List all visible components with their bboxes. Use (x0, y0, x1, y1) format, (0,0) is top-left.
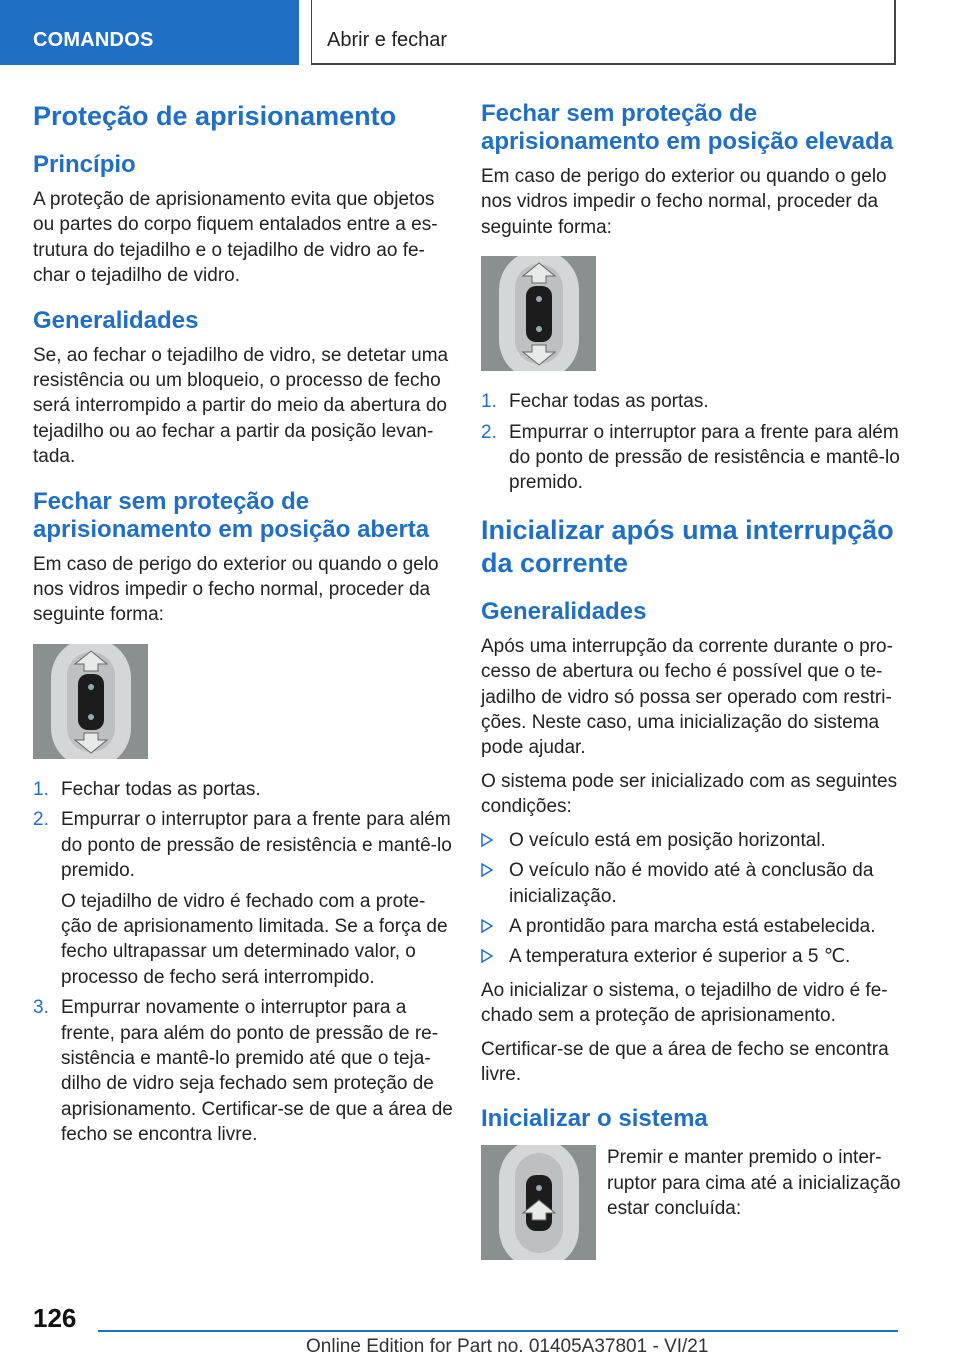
close-open-intro: Em caso de perigo do exterior ou quando o gelo nos vidros impedir o fecho normal, proceder da seguinte forma: (33, 553, 439, 626)
list-item: A prontidão para marcha está estabelecida. (481, 914, 901, 939)
init-general-text: Após uma interrupção da corrente durante o pro-cesso de abertura ou fecho é possível que o te-jadilho de vidro só possa ser operado com restri-ções. Neste caso, uma inicialização do sistema pode ajudar. (481, 635, 893, 759)
right-column (481, 100, 901, 1265)
arrow-down-icon (74, 732, 108, 754)
general-text: Se, ao fechar o tejadilho de vidro, se detetar uma resistência ou um bloqueio, o processo de fecho será interrompido a partir do meio da abertura do tejadilho ou ao fechar a partir da posição levan-tada. (33, 344, 449, 468)
section-tab (0, 0, 299, 65)
heading-general-right: Generalidades (481, 597, 647, 625)
after-text-2: Certificar-se de que a área de fecho se encontra livre. (481, 1038, 889, 1085)
heading-close-open: Fechar sem proteção de aprisionamento em posição aberta (33, 487, 430, 543)
conditions-intro: O sistema pode ser inicializado com as seguintes condições: (481, 770, 898, 818)
list-item: 1. Fechar todas as portas. (33, 778, 261, 800)
list-item: O tejadilho de vidro é fechado com a prote-ção de aprisionamento limitada. Se a força de fecho ultrapassar um determinado valor, o processo de fecho será interrompido. (61, 890, 448, 988)
arrow-up-icon (74, 650, 108, 672)
close-raised-intro: Em caso de perigo do exterior ou quando o gelo nos vidros impedir o fecho normal, proceder da seguinte forma: (481, 166, 887, 238)
list-item: O veículo não é movido até à conclusão da inicialização. (481, 858, 901, 909)
list-item: A temperatura exterior é superior a 5 ℃. (481, 944, 901, 969)
footer-divider (98, 1330, 898, 1332)
init-system-row (481, 1145, 901, 1265)
arrow-up-icon (522, 1199, 556, 1221)
list-item: 2. Empurrar o interruptor para a frente para além do ponto de pressão de resistência e mantê-lo premido. (33, 809, 452, 882)
triangle-bullet-icon (481, 833, 493, 847)
arrow-up-icon (522, 262, 556, 284)
subsection-label: Abrir e fechar (327, 29, 448, 51)
list-item: O veículo está em posição horizontal. (481, 828, 901, 853)
heading-init: Inicializar após uma interrupção da corrente (481, 514, 894, 578)
heading-general: Generalidades (33, 306, 199, 334)
section-label: COMANDOS (33, 29, 154, 51)
switch-image (481, 1145, 596, 1260)
principle-text: A proteção de aprisionamento evita que objetos ou partes do corpo fiquem entalados entre a es-trutura do tejadilho e o tejadilho de vidro ao fe-char o tejadilho de vidro. (33, 189, 438, 287)
page-number: 126 (33, 1303, 77, 1333)
list-item: 2. Empurrar o interruptor para a frente para além do ponto de pressão de resistência e mantê-lo premido. (481, 421, 900, 494)
left-column (33, 100, 453, 1153)
after-text-1: Ao inicializar o sistema, o tejadilho de vidro é fe-chado sem a proteção de aprisionamento. (481, 979, 888, 1027)
heading-init-system: Inicializar o sistema (481, 1105, 708, 1133)
triangle-bullet-icon (481, 863, 493, 877)
subsection-tab (311, 0, 896, 65)
switch-image (33, 644, 148, 759)
arrow-down-icon (522, 344, 556, 366)
triangle-bullet-icon (481, 919, 493, 933)
close-raised-steps (481, 389, 901, 496)
heading-principle: Princípio (33, 151, 136, 178)
close-open-steps (33, 777, 453, 1148)
edition-text: Online Edition for Part no. 01405A37801 - VI/21 (306, 1336, 709, 1357)
list-item: 1. Fechar todas as portas. (481, 391, 709, 413)
triangle-bullet-icon (481, 949, 493, 963)
conditions-list (481, 828, 901, 970)
init-system-text: Premir e manter premido o inter-ruptor para cima até a inicialização estar concluída: (607, 1147, 901, 1220)
switch-image (481, 256, 596, 371)
page-title: Proteção de aprisionamento (33, 101, 397, 131)
list-item: 3. Empurrar novamente o interruptor para a frente, para além do ponto de pressão de re-sistência e mantê-lo premido até que o teja-dilho de vidro seja fechado sem proteção de aprisionamento. Certificar-se de que a área de fecho se encontra livre. (33, 997, 453, 1146)
heading-close-raised: Fechar sem proteção de aprisionamento em posição elevada (481, 100, 894, 155)
